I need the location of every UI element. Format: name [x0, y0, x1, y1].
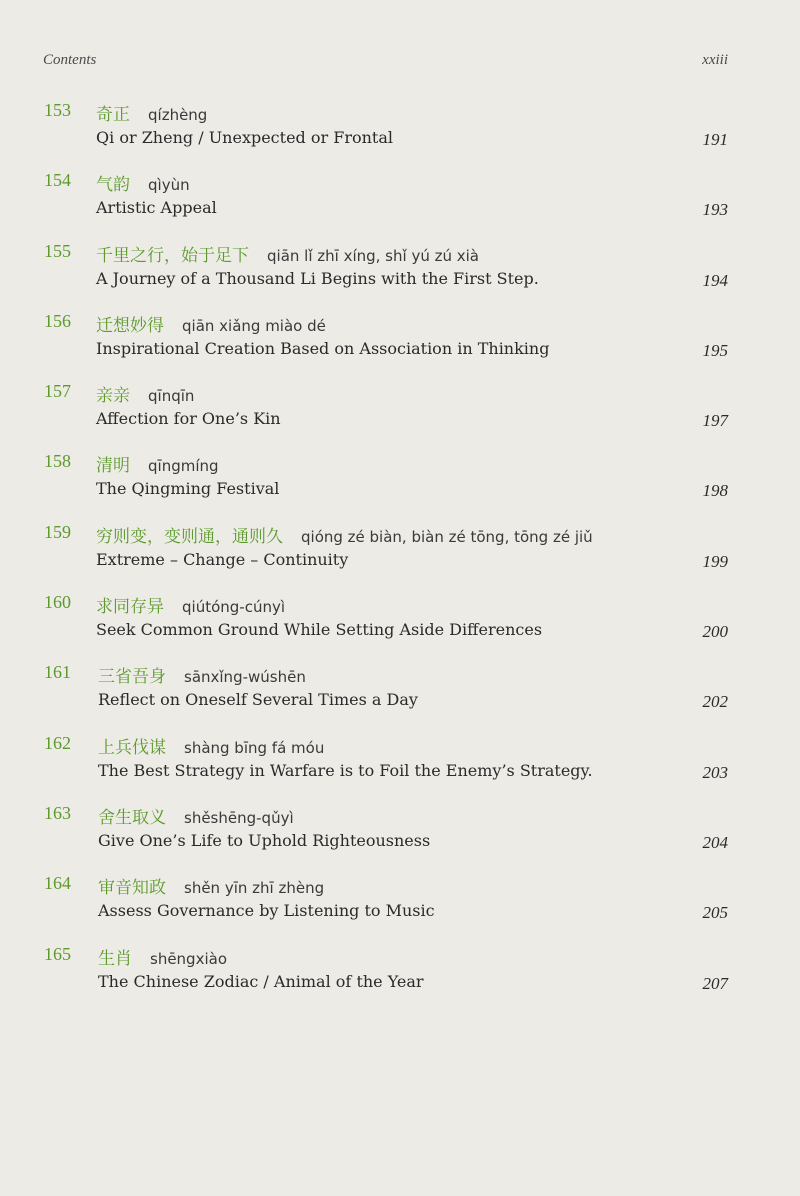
- entry-number: 156: [44, 310, 71, 331]
- entry-hanzi: 千里之行，始于足下: [96, 245, 249, 266]
- entry-page-number: 200: [702, 622, 728, 642]
- entry-hanzi: 生肖: [98, 948, 132, 969]
- entry-chinese: [96, 170, 190, 195]
- entry-pinyin: shàng bīng fá móu: [184, 738, 325, 757]
- entry-english-title: Extreme – Change – Continuity: [96, 549, 349, 569]
- entry-pinyin: qiān lǐ zhī xíng, shǐ yú zú xià: [267, 246, 479, 265]
- contents-list: [0, 97, 800, 1011]
- entry-number: 165: [44, 943, 71, 964]
- entry-english-title: Give One’s Life to Uphold Righteousness: [98, 830, 431, 850]
- entry-pinyin: qízhèng: [148, 106, 208, 124]
- entry-english-title: The Qingming Festival: [96, 479, 280, 499]
- contents-entry: [0, 97, 800, 167]
- entry-page-number: 205: [702, 903, 728, 923]
- entry-chinese: [96, 522, 593, 547]
- running-header: [43, 52, 728, 69]
- contents-entry: [0, 308, 800, 378]
- contents-entry: [0, 238, 800, 308]
- entry-english-title: Seek Common Ground While Setting Aside Differences: [96, 620, 543, 640]
- entry-pinyin: qióng zé biàn, biàn zé tōng, tōng zé jiǔ: [301, 527, 593, 546]
- entry-english-title: Assess Governance by Listening to Music: [98, 901, 435, 921]
- entry-hanzi: 三省吾身: [98, 667, 166, 688]
- entry-chinese: [98, 733, 324, 758]
- entry-page-number: 207: [702, 973, 728, 993]
- entry-chinese: [98, 662, 306, 687]
- entry-hanzi: 穷则变，变则通，通则久: [96, 526, 283, 547]
- contents-entry: [0, 519, 800, 589]
- contents-entry: [0, 448, 800, 518]
- entry-hanzi: 奇正: [96, 105, 130, 125]
- entry-page-number: 203: [702, 762, 728, 782]
- header-section-title: Contents: [43, 52, 97, 68]
- entry-page-number: 193: [702, 200, 728, 220]
- entry-pinyin: qiútóng-cúnyì: [182, 598, 286, 617]
- entry-pinyin: qìyùn: [148, 176, 190, 195]
- entry-chinese: [98, 873, 324, 898]
- entry-hanzi: 上兵伐谋: [98, 737, 166, 758]
- contents-entry: [0, 659, 800, 729]
- entry-hanzi: 舍生取义: [98, 807, 166, 828]
- contents-entry: [0, 800, 800, 870]
- entry-hanzi: 清明: [96, 456, 130, 477]
- entry-chinese: [96, 100, 207, 125]
- entry-english-title: Affection for One’s Kin: [96, 409, 281, 429]
- entry-number: 154: [44, 170, 71, 191]
- contents-entry: [0, 378, 800, 448]
- entry-pinyin: shěshēng-qǔyì: [184, 808, 294, 827]
- contents-entry: [0, 730, 800, 800]
- entry-number: 157: [44, 381, 71, 402]
- entry-number: 159: [44, 521, 71, 542]
- entry-number: 161: [44, 662, 71, 683]
- entry-hanzi: 审音知政: [98, 878, 166, 899]
- entry-chinese: [96, 592, 285, 617]
- header-page-number: xxiii: [702, 52, 728, 68]
- entry-english-title: A Journey of a Thousand Li Begins with the First Step.: [96, 268, 539, 288]
- entry-english-title: Reflect on Oneself Several Times a Day: [98, 690, 418, 710]
- entry-page-number: 198: [702, 481, 728, 501]
- entry-chinese: [98, 803, 294, 828]
- entry-pinyin: qīnqīn: [148, 387, 195, 406]
- entry-hanzi: 迁想妙得: [96, 315, 164, 336]
- entry-number: 162: [44, 732, 71, 753]
- entry-chinese: [96, 381, 194, 406]
- contents-entry: [0, 870, 800, 940]
- entry-number: 155: [44, 240, 71, 261]
- entry-page-number: 204: [702, 832, 728, 852]
- entry-pinyin: qiān xiǎng miào dé: [182, 316, 326, 335]
- entry-english-title: The Best Strategy in Warfare is to Foil the Enemy’s Strategy.: [98, 760, 593, 780]
- entry-number: 163: [44, 802, 71, 823]
- entry-page-number: 199: [702, 551, 728, 571]
- entry-chinese: [96, 451, 219, 476]
- entry-number: 160: [44, 592, 71, 613]
- entry-hanzi: 亲亲: [96, 386, 130, 407]
- entry-hanzi: 气韵: [96, 175, 130, 196]
- entry-page-number: 194: [702, 270, 728, 290]
- entry-page-number: 202: [702, 692, 728, 712]
- entry-page-number: 195: [702, 340, 728, 360]
- entry-hanzi: 求同存异: [96, 597, 164, 618]
- entry-chinese: [96, 241, 479, 266]
- entry-pinyin: shěn yīn zhī zhèng: [184, 879, 325, 898]
- entry-pinyin: qīngmíng: [148, 457, 219, 476]
- entry-pinyin: shēngxiào: [150, 949, 227, 968]
- entry-number: 164: [44, 873, 71, 894]
- entry-english-title: Qi or Zheng / Unexpected or Frontal: [96, 128, 394, 147]
- entry-page-number: 197: [702, 411, 728, 431]
- contents-entry: [0, 941, 800, 1011]
- contents-entry: [0, 167, 800, 237]
- entry-pinyin: sānxǐng-wúshēn: [184, 668, 306, 687]
- entry-number: 158: [44, 451, 71, 472]
- entry-english-title: Artistic Appeal: [96, 198, 217, 218]
- entry-page-number: 191: [702, 130, 728, 149]
- entry-chinese: [98, 944, 227, 969]
- contents-entry: [0, 589, 800, 659]
- entry-english-title: The Chinese Zodiac / Animal of the Year: [98, 971, 424, 991]
- entry-english-title: Inspirational Creation Based on Association in Thinking: [96, 338, 550, 358]
- entry-chinese: [96, 311, 326, 336]
- entry-number: 153: [44, 100, 71, 120]
